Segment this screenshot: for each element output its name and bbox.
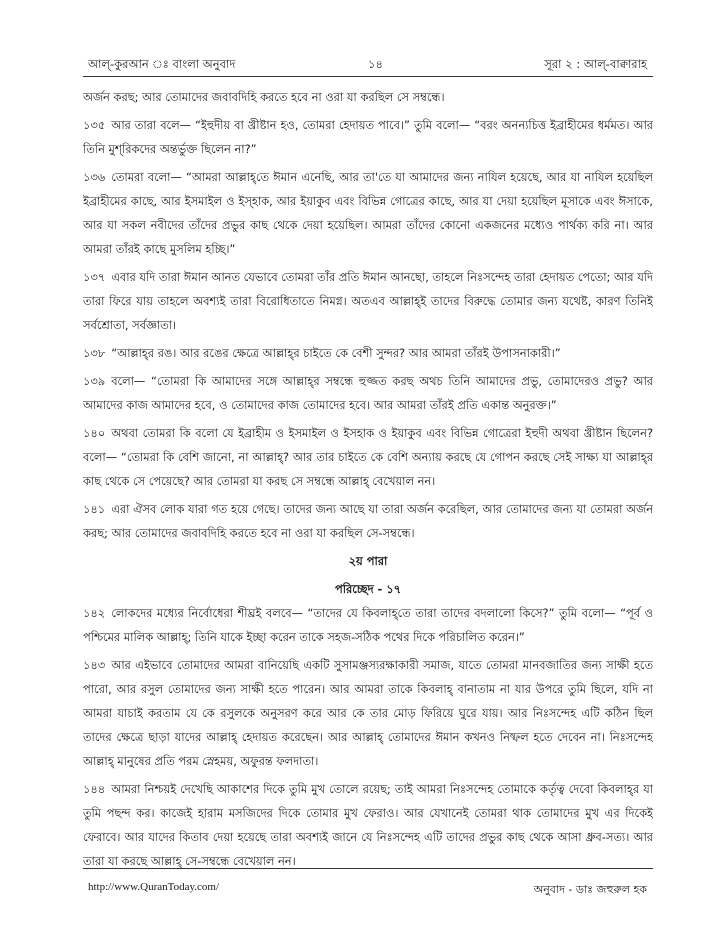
- verse-paragraph: ১৪৪ আমরা নিশ্চয়ই দেখেছি আকাশের দিকে তুমি মুখ তোলে রয়েছ; তাই আমরা নিঃসন্দেহ তোমাকে কর্তৃত্ব দেবো কিবলাহ্‌র যা তুমি পছন্দ কর। কাজেই হারাম মসজিদের দিকে তোমার মুখ ফেরাও। আর যেখানেই তোমরা থাক তোমাদের মুখ এর দিকেই ফেরাবে। আর যাদের কিতাব দেয়া হয়েছে তারা অবশ্যই জানে যে নিঃসন্দেহ এটি তাদের প্রভুর কাছ থেকে আসা ধ্রুব-সত্য। আর তারা যা করছে আল্লাহ্‌ সে-সম্বন্ধে বেখেয়াল নন।: [83, 782, 653, 868]
- page-footer: [83, 868, 653, 896]
- verse-paragraph: ১৩৫ আর তারা বলে— “ইহুদীয় বা খ্রীষ্টান হও, তোমরা হেদায়ত পাবে।” তুমি বলো— “বরং অনন্যচিত্ত ইব্রাহীমের ধর্মমত। আর তিনি মুশ্‌রিকদের অন্তর্ভুক্ত ছিলেন না?”: [83, 118, 653, 156]
- book-title: আল্-কুরআন ঃ বাংলা অনুবাদ: [88, 57, 236, 71]
- website-link[interactable]: http://www.QuranToday.com/: [88, 881, 220, 893]
- page-body: [83, 85, 653, 870]
- verse-number: ১৩৫: [83, 118, 106, 132]
- verse-paragraph: ১৪২ লোকদের মধ্যের নির্বোধেরা শীঘ্রই বলবে— “তাদের যে কিবলাহ্‌তে তারা তাদের বদলালো কিসে?” তুমি বলো— “পূর্ব ও পশ্চিমের মালিক আল্লাহ্‌; তিনি যাকে ইচ্ছা করেন তাকে সহজ-সঠিক পথের দিকে পরিচালিত করেন।”: [83, 606, 653, 644]
- verse-paragraph: ১৩৯ বলো— “তোমরা কি আমাদের সঙ্গে আল্লাহ্‌র সম্বন্ধে হুজ্জত করছ অথচ তিনি আমাদের প্রভু, তোমাদেরও প্রভু? আর আমাদের কাজ আমাদের হবে, ও তোমাদের কাজ তোমাদের হবে। আর আমরা তাঁরই প্রতি একান্ত অনুরক্ত।”: [83, 374, 653, 412]
- page-number: ১৪: [368, 57, 383, 71]
- verse-number: ১৪৪: [83, 782, 106, 796]
- verse-paragraph: ১৪০ অথবা তোমরা কি বলো যে ইব্রাহীম ও ইসমাইল ও ইসহাক ও ইয়াকুব এবং বিভিন্ন গোত্রেরা ইহুদী অথবা খ্রীষ্টান ছিলেন? বলো— “তোমরা কি বেশি জানো, না আল্লাহ্‌? আর তার চাইতে কে বেশি অন্যায় করছে যে গোপন করছে সেই সাক্ষ্য যা আল্লাহ্‌র কাছ থেকে সে পেয়েছে? আর তোমরা যা করছ সে সম্বন্ধে আল্লাহ্‌ বেখেয়াল নন।: [83, 426, 653, 488]
- verse-paragraph: ১৩৬ তোমরা বলো— “আমরা আল্লাহ্‌তে ঈমান এনেছি, আর তা'তে যা আমাদের জন্য নাযিল হয়েছে, আর যা নাযিল হয়েছিল ইব্রাহীমের কাছে, আর ইসমাইল ও ইস্‌হাক, আর ইয়াকুব এবং বিভিন্ন গোত্রের কাছে, আর যা দেয়া হয়েছিল মূসাকে এবং ঈসাকে, আর যা সকল নবীদের তাঁদের প্রভুর কাছ থেকে দেয়া হয়েছিল। আমরা তাঁদের কোনো একজনের মধ্যেও পার্থক্য করি না। আর আমরা তাঁরই কাছে মুসলিম হচ্ছি।”: [83, 170, 653, 256]
- verse-paragraph: ১৩৮ “আল্লাহ্‌র রঙ। আর রঙের ক্ষেত্রে আল্লাহ্‌র চাইতে কে বেশী সুন্দর? আর আমরা তাঁরই উপাসনাকারী।”: [83, 346, 561, 360]
- verse-paragraph: ১৩৭ এবার যদি তারা ঈমান আনত যেভাবে তোমরা তাঁর প্রতি ঈমান আনছো, তাহলে নিঃসন্দেহ তারা হেদায়ত পেতো; আর যদি তারা ফিরে যায় তাহলে অবশ্যই তারা বিরোধিতাতে নিমগ্ন। অতএব আল্লাহ্‌ই তাদের বিরুদ্ধে তোমার জন্য যথেষ্ট, কারণ তিনিই সর্বশ্রোতা, সর্বজ্ঞাতা।: [83, 270, 653, 332]
- translator-credit: অনুবাদ - ডাঃ জহুরুল হক: [533, 883, 647, 896]
- verse-paragraph: ১৪১ এরা ঐসব লোক যারা গত হয়ে গেছে। তাদের জন্য আছে যা তারা অর্জন করেছিল, আর তোমাদের জন্য যা তোমরা অর্জন করছ; আর তোমাদের জবাবদিহি করতে হবে না ওরা যা করছিল সে-সম্বন্ধে।: [83, 502, 653, 540]
- verse-number: ১৩৬: [83, 170, 106, 184]
- verse-number: ১৩৯: [83, 374, 106, 388]
- verse-number: ১৪১: [83, 502, 106, 516]
- verse-number: ১৪৩: [83, 658, 106, 672]
- para-heading: ২য় পারা: [348, 554, 388, 568]
- verse-number: ১৪০: [83, 426, 106, 440]
- page-header: [83, 50, 653, 77]
- verse-number: ১৪২: [83, 606, 106, 620]
- verse-paragraph: অর্জন করছ; আর তোমাদের জবাবদিহি করতে হবে না ওরা যা করছিল সে সম্বন্ধে।: [83, 90, 445, 104]
- verse-number: ১৩৮: [83, 346, 106, 360]
- verse-number: ১৩৭: [83, 270, 106, 284]
- verse-paragraph: ১৪৩ আর এইভাবে তোমাদের আমরা বানিয়েছি একটি সুসামঞ্জস্যরক্ষাকারী সমাজ, যাতে তোমরা মানবজাতির জন্য সাক্ষী হতে পারো, আর রসুল তোমাদের জন্য সাক্ষী হতে পারেন। আর আমরা তাকে কিবলাহ্‌ বানাতাম না যার উপরে তুমি ছিলে, যদি না আমরা যাচাই করতাম যে কে রসুলকে অনুসরণ করে আর কে তার মোড় ফিরিয়ে ঘুরে যায়। আর নিঃসন্দেহ এটি কঠিন ছিল তাদের ক্ষেত্রে ছাড়া যাদের আল্লাহ্‌ হেদায়ত করেছেন। আর আল্লাহ্‌ তোমাদের ঈমান কখনও নিষ্ফল হতে দেবেন না। নিঃসন্দেহ আল্লাহ্‌ মানুষের প্রতি পরম স্নেহময়, অফুরন্ত ফলদাতা।: [83, 658, 653, 768]
- section-heading: পরিচ্ছেদ - ১৭: [334, 582, 402, 596]
- surah-title: সূরা ২ : আল্-বাক্বারাহ: [544, 57, 647, 71]
